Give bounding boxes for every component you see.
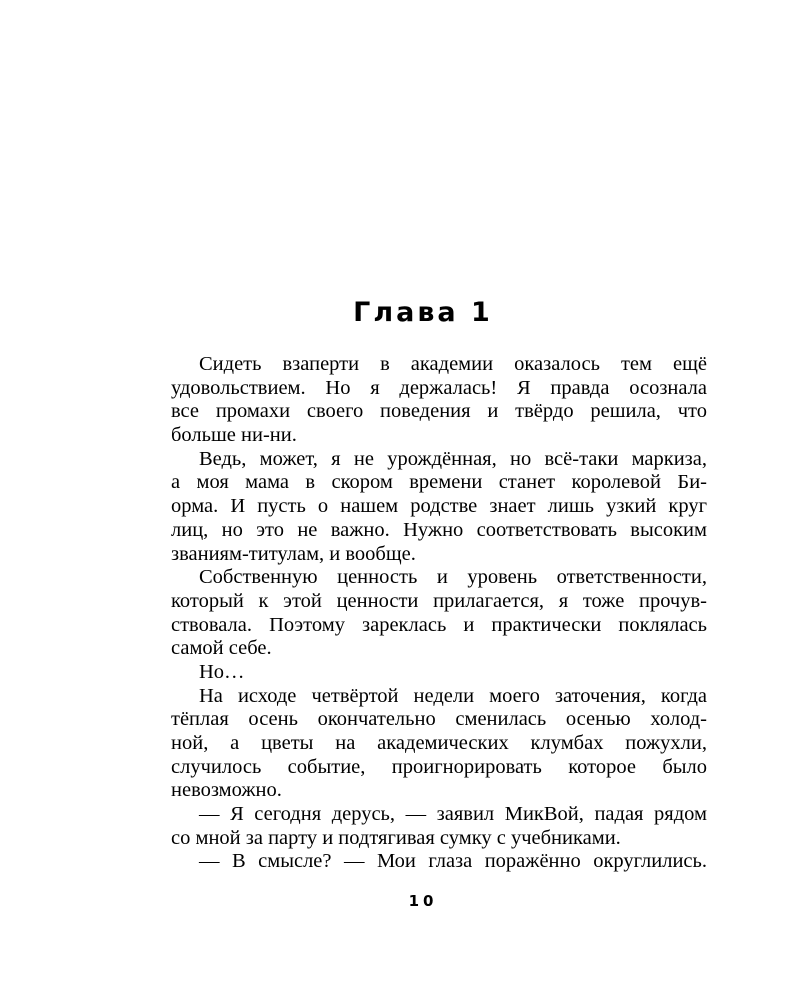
text-line: ствовала. Поэтому зареклась и практически поклялась [171,613,707,636]
text-line: ной, а цветы на академических клумбах пожухли, [171,732,707,754]
text-line: На исходе четвёртой недели моего заточения, когда [199,684,707,707]
text-line: — Я сегодня дерусь, — заявил МикВой, падая рядом [199,803,707,826]
chapter-title: Глава 1 [353,297,493,328]
text-line: орма. И пусть о нашем родстве знает лишь узкий круг [171,495,707,518]
paragraph [143,661,707,685]
text-line: Ведь, может, я не урождённая, но всё-таки маркиза, [199,447,707,470]
text-line: больше ни-ни. [171,424,297,447]
paragraph [143,566,707,661]
text-line: — В смысле? — Мои глаза поражённо округлились. [199,850,707,873]
text-line: все промахи своего поведения и твёрдо решила, что [171,400,707,423]
text-line: а моя мама в скором времени станет королевой Би- [171,471,707,494]
text-line: случилось событие, проигнорировать которое было [171,755,707,778]
text-line: удовольствием. Но я держалась! Я правда осознала [171,376,707,399]
paragraph [143,685,707,803]
paragraph [143,353,707,448]
paragraph [143,803,707,850]
text-line: самой себе. [171,637,272,660]
text-line: со мной за парту и подтягивая сумку с учебниками. [171,826,621,849]
paragraph [143,850,707,874]
text-line: тёплая осень окончательно сменилась осенью холод- [171,708,707,731]
text-line: званиям-титулам, и вообще. [171,542,416,565]
text-line: лиц, но это не важно. Нужно соответствовать высоким [171,518,707,541]
chapter-body [143,353,707,874]
page-number: 10 [408,892,438,910]
paragraph [143,448,707,566]
text-line: Но… [199,660,245,683]
text-line: Сидеть взаперти в академии оказалось тем ещё [199,353,707,375]
text-line: Собственную ценность и уровень ответственности, [199,566,707,589]
text-line: который к этой ценности прилагается, я тоже прочув- [171,589,707,612]
text-line: невозможно. [171,779,282,802]
